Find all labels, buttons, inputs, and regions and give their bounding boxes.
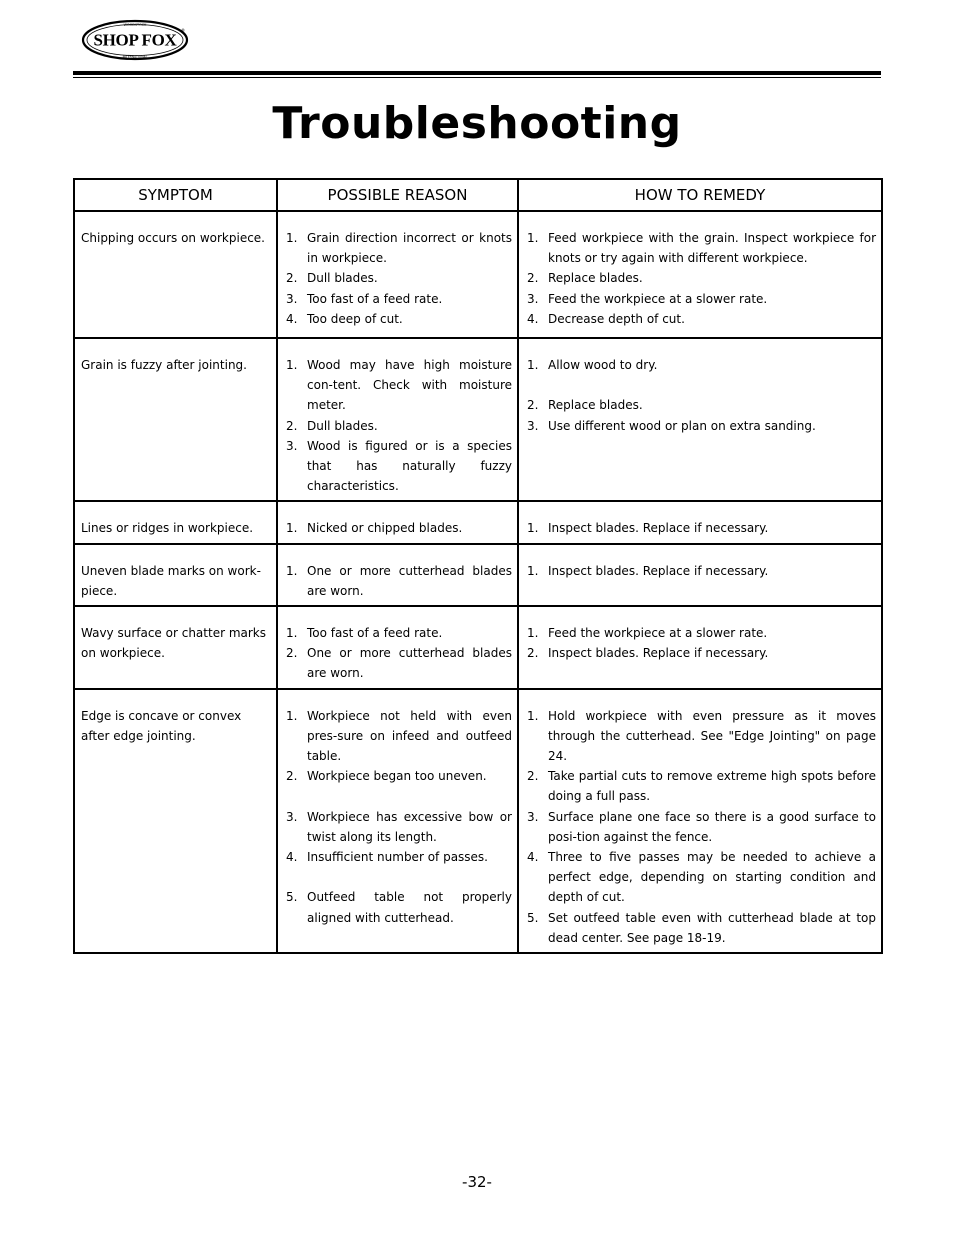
item-text: Too fast of a feed rate. bbox=[307, 291, 443, 306]
reason-list bbox=[283, 623, 512, 684]
table-row bbox=[74, 544, 882, 606]
item-number: 2. bbox=[286, 271, 298, 286]
item-number: 1. bbox=[286, 231, 298, 245]
item-number: 5. bbox=[527, 910, 539, 925]
list-item bbox=[283, 643, 512, 683]
table-header-row bbox=[74, 179, 882, 211]
item-number: 5. bbox=[286, 890, 298, 905]
list-item bbox=[524, 355, 876, 375]
item-number: 1. bbox=[286, 563, 298, 578]
item-number: 3. bbox=[527, 291, 539, 306]
list-item bbox=[283, 706, 512, 767]
item-number: 2. bbox=[527, 646, 539, 661]
item-number: 3. bbox=[286, 291, 298, 306]
remedy-cell bbox=[518, 689, 882, 953]
svg-text:INTERNATIONAL: INTERNATIONAL bbox=[122, 54, 148, 59]
item-number: 1. bbox=[286, 626, 298, 641]
svg-text:SHOP FOX: SHOP FOX bbox=[93, 30, 177, 50]
symptom-cell: Chipping occurs on workpiece. bbox=[74, 211, 277, 338]
list-item bbox=[283, 309, 512, 329]
list-item bbox=[524, 623, 876, 643]
remedy-list bbox=[524, 706, 876, 948]
remedy-list bbox=[524, 355, 876, 436]
item-text: Grain direction incorrect or knots in workpiece. bbox=[307, 231, 512, 266]
item-text: Three to five passes may be needed to achieve a perfect edge, depending on starting condition and depth of cut. bbox=[548, 850, 876, 905]
item-text: Workpiece has excessive bow or twist along its length. bbox=[307, 809, 512, 844]
item-text: Too fast of a feed rate. bbox=[307, 626, 443, 641]
item-number: 2. bbox=[527, 271, 539, 286]
item-number: 4. bbox=[527, 850, 539, 865]
item-number: 1. bbox=[286, 521, 298, 536]
list-item bbox=[283, 416, 512, 436]
column-header-possible-reason: POSSIBLE REASON bbox=[277, 179, 518, 211]
item-text: Feed the workpiece at a slower rate. bbox=[548, 291, 768, 306]
reason-list bbox=[283, 518, 512, 538]
item-text: Inspect blades. Replace if necessary. bbox=[548, 646, 769, 661]
header-rule-thick bbox=[73, 71, 881, 75]
item-number: 1. bbox=[527, 563, 539, 578]
item-number: 1. bbox=[527, 231, 539, 245]
list-item bbox=[283, 518, 512, 538]
list-item bbox=[524, 268, 876, 288]
item-number: 1. bbox=[527, 626, 539, 641]
table-row bbox=[74, 338, 882, 501]
reason-list bbox=[283, 706, 512, 928]
list-item bbox=[524, 416, 876, 436]
item-text: Feed workpiece with the grain. Inspect workpiece for knots or try again with different workpiece. bbox=[548, 231, 876, 266]
item-text: Replace blades. bbox=[548, 398, 643, 413]
svg-text:®: ® bbox=[181, 28, 185, 33]
list-item bbox=[524, 847, 876, 908]
reason-list bbox=[283, 355, 512, 496]
item-text: Too deep of cut. bbox=[307, 311, 403, 326]
svg-text:WOODSTOCK: WOODSTOCK bbox=[123, 23, 147, 28]
remedy-cell bbox=[518, 211, 882, 338]
item-text: Workpiece not held with even pres-sure on infeed and outfeed table. bbox=[307, 708, 512, 764]
list-item bbox=[524, 807, 876, 847]
list-item bbox=[283, 807, 512, 847]
remedy-cell bbox=[518, 606, 882, 689]
list-item bbox=[524, 289, 876, 309]
item-text: Hold workpiece with even pressure as it moves through the cutterhead. See "Edge Jointing" on page 24. bbox=[548, 708, 876, 764]
item-text: Allow wood to dry. bbox=[548, 358, 658, 372]
reason-cell bbox=[277, 338, 518, 501]
list-item bbox=[524, 309, 876, 329]
header-rule-thin bbox=[73, 77, 881, 78]
item-text: Decrease depth of cut. bbox=[548, 311, 685, 326]
item-text: Dull blades. bbox=[307, 418, 378, 433]
item-number: 1. bbox=[286, 358, 298, 372]
list-item bbox=[524, 561, 876, 581]
item-text: Workpiece began too uneven. bbox=[307, 769, 487, 784]
list-item bbox=[283, 847, 512, 867]
symptom-cell: Edge is concave or convex after edge jointing. bbox=[74, 689, 277, 953]
remedy-cell bbox=[518, 338, 882, 501]
item-number: 4. bbox=[527, 311, 539, 326]
item-text: Set outfeed table even with cutterhead blade at top dead center. See page 18-19. bbox=[548, 910, 876, 945]
list-item bbox=[283, 436, 512, 497]
list-item bbox=[283, 887, 512, 927]
table-row bbox=[74, 501, 882, 543]
reason-cell bbox=[277, 689, 518, 953]
reason-cell bbox=[277, 544, 518, 606]
item-number: 3. bbox=[286, 809, 298, 824]
remedy-cell bbox=[518, 501, 882, 543]
item-text: One or more cutterhead blades are worn. bbox=[307, 563, 512, 598]
item-text: Wood is figured or is a species that has naturally fuzzy characteristics. bbox=[307, 438, 512, 494]
remedy-list bbox=[524, 561, 876, 581]
item-text: Replace blades. bbox=[548, 271, 643, 286]
list-item bbox=[524, 395, 876, 415]
item-number: 2. bbox=[527, 398, 539, 413]
column-header-how-to-remedy: HOW TO REMEDY bbox=[518, 179, 882, 211]
table-row bbox=[74, 606, 882, 689]
item-text: Take partial cuts to remove extreme high spots before doing a full pass. bbox=[548, 769, 876, 804]
list-item bbox=[283, 355, 512, 416]
item-number: 1. bbox=[527, 521, 539, 536]
symptom-cell: Wavy surface or chatter marks on workpiece. bbox=[74, 606, 277, 689]
reason-cell bbox=[277, 606, 518, 689]
item-text: Surface plane one face so there is a good surface to posi-tion against the fence. bbox=[548, 809, 876, 844]
reason-cell bbox=[277, 501, 518, 543]
remedy-list bbox=[524, 623, 876, 663]
remedy-list bbox=[524, 518, 876, 538]
item-number: 4. bbox=[286, 850, 298, 865]
item-number: 1. bbox=[286, 708, 298, 723]
item-text: Outfeed table not properly aligned with cutterhead. bbox=[307, 890, 512, 925]
item-text: Wood may have high moisture con-tent. Check with moisture meter. bbox=[307, 358, 512, 413]
list-item bbox=[524, 706, 876, 767]
item-number: 1. bbox=[527, 708, 539, 723]
symptom-cell: Uneven blade marks on work-piece. bbox=[74, 544, 277, 606]
page-title: Troubleshooting bbox=[272, 98, 682, 149]
symptom-cell: Lines or ridges in workpiece. bbox=[74, 501, 277, 543]
list-item bbox=[283, 623, 512, 643]
symptom-cell: Grain is fuzzy after jointing. bbox=[74, 338, 277, 501]
item-number: 3. bbox=[286, 438, 298, 453]
column-header-symptom: SYMPTOM bbox=[74, 179, 277, 211]
list-item bbox=[283, 228, 512, 268]
list-item bbox=[524, 518, 876, 538]
reason-list bbox=[283, 228, 512, 329]
table-row bbox=[74, 689, 882, 953]
list-item bbox=[283, 268, 512, 288]
list-item bbox=[524, 228, 876, 268]
list-item bbox=[283, 289, 512, 309]
item-text: Use different wood or plan on extra sanding. bbox=[548, 418, 816, 433]
list-item bbox=[283, 766, 512, 786]
item-text: Inspect blades. Replace if necessary. bbox=[548, 563, 769, 578]
item-text: One or more cutterhead blades are worn. bbox=[307, 646, 512, 681]
item-text: Insufficient number of passes. bbox=[307, 850, 488, 865]
remedy-list bbox=[524, 228, 876, 329]
reason-list bbox=[283, 561, 512, 601]
reason-cell bbox=[277, 211, 518, 338]
list-item bbox=[524, 766, 876, 806]
item-number: 3. bbox=[527, 418, 539, 433]
page-number: -32- bbox=[462, 1173, 492, 1191]
item-number: 3. bbox=[527, 809, 539, 824]
troubleshooting-table bbox=[73, 178, 883, 954]
item-number: 2. bbox=[527, 769, 539, 784]
list-item bbox=[283, 561, 512, 601]
item-number: 2. bbox=[286, 769, 298, 784]
item-number: 1. bbox=[527, 358, 539, 372]
item-number: 2. bbox=[286, 418, 298, 433]
table-row bbox=[74, 211, 882, 338]
item-text: Inspect blades. Replace if necessary. bbox=[548, 521, 769, 536]
list-item bbox=[524, 908, 876, 948]
item-text: Dull blades. bbox=[307, 271, 378, 286]
list-item bbox=[524, 643, 876, 663]
item-number: 2. bbox=[286, 646, 298, 661]
item-number: 4. bbox=[286, 311, 298, 326]
remedy-cell bbox=[518, 544, 882, 606]
shop-fox-logo bbox=[80, 18, 190, 62]
item-text: Feed the workpiece at a slower rate. bbox=[548, 626, 768, 641]
item-text: Nicked or chipped blades. bbox=[307, 521, 463, 536]
